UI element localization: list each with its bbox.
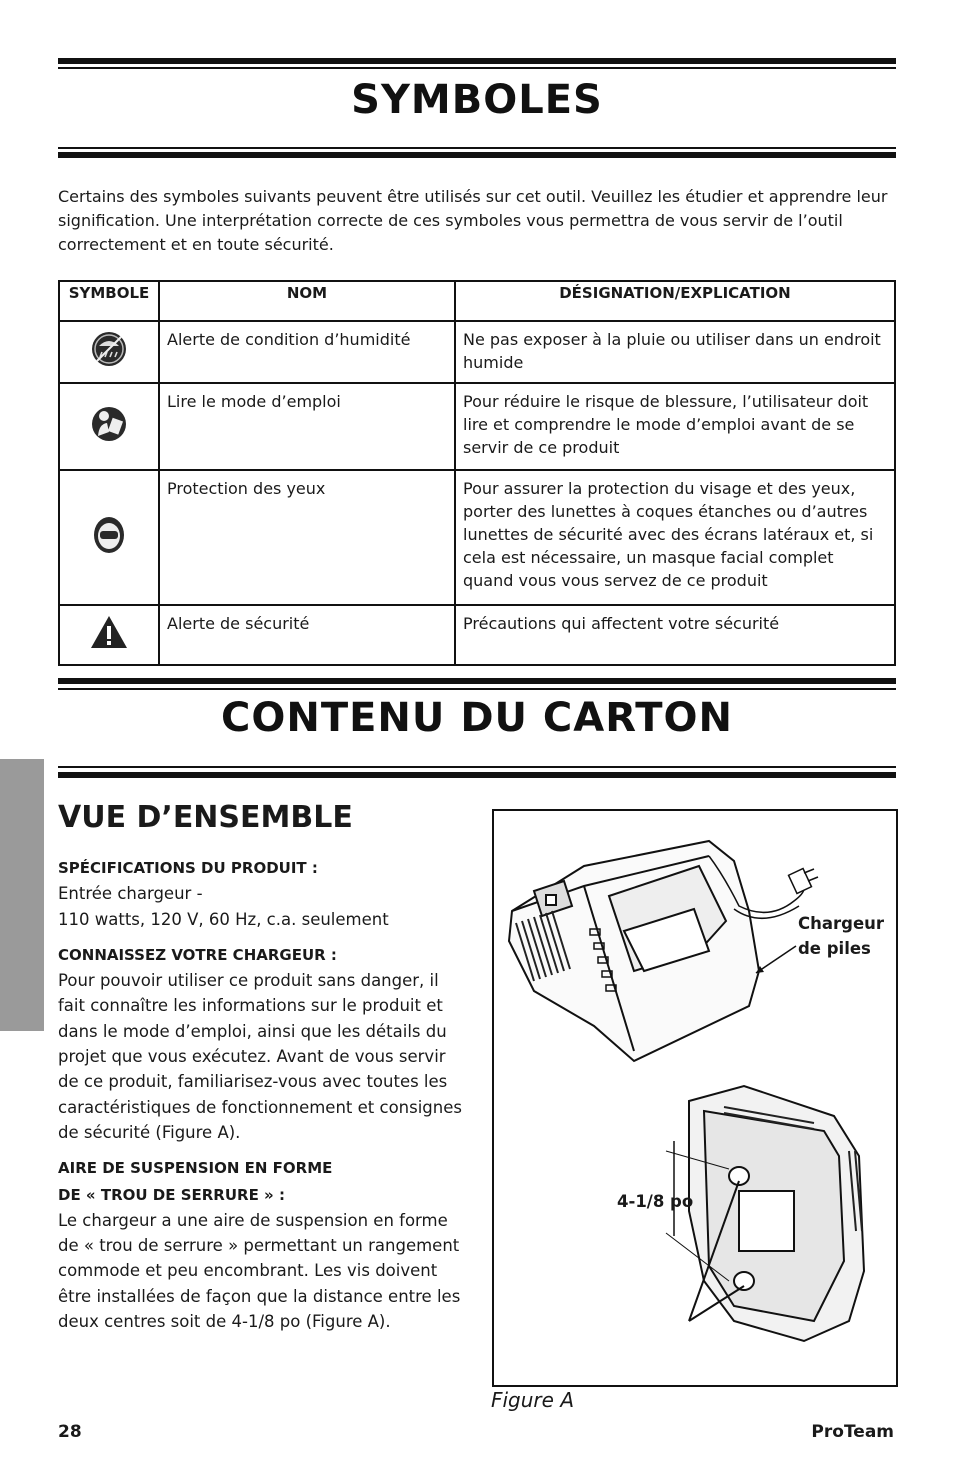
figure-caption: Figure A [491,1388,574,1412]
row-name: Lire le mode d’emploi [159,383,455,470]
symbol-cell [59,383,159,470]
contenu-rule-thin-bottom [58,766,896,768]
eye-protection-icon [91,514,127,556]
know-heading: CONNAISSEZ VOTRE CHARGEUR : [58,945,337,964]
symbol-cell [59,605,159,665]
table-row [59,605,895,665]
table-row [59,383,895,470]
top-rule-thick [58,58,896,64]
table-header-row [59,281,895,321]
symboles-rule-thick [58,152,896,158]
overview-text [58,855,468,1344]
symboles-title: SYMBOLES [351,77,603,123]
symbol-cell [59,470,159,605]
row-desc: Précautions qui affectent votre sécurité [455,605,895,665]
row-name: Alerte de sécurité [159,605,455,665]
keyhole-heading-2: DE « TROU DE SERRURE » : [58,1185,285,1204]
know-block [58,942,468,1145]
spec-line-2: 110 watts, 120 V, 60 Hz, c.a. seulement [58,909,389,929]
symbols-table [58,280,896,666]
row-desc: Pour assurer la protection du visage et des yeux, porter des lunettes à coques étanches ou d’autres lunettes de sécurité avec des écrans latéraux et, si cela est nécessaire, un masque facial complet quand vous vous servez de ce produit [455,470,895,605]
row-desc: Ne pas exposer à la pluie ou utiliser dans un endroit humide [455,321,895,383]
header-nom: NOM [159,281,455,321]
charger-label-line-2: de piles [798,939,871,958]
contenu-rule-thick-top [58,678,896,684]
spec-block [58,855,468,932]
header-symbole: SYMBOLE [59,281,159,321]
spec-line-1: Entrée chargeur - [58,884,203,904]
top-rule-thin [58,67,896,69]
keyhole-heading-1: AIRE DE SUSPENSION EN FORME [58,1159,333,1178]
symbol-cell [59,321,159,383]
contenu-title: CONTENU DU CARTON [220,695,734,741]
wet-conditions-icon [89,328,129,370]
keyhole-block [58,1155,468,1334]
charger-top-illustration [494,811,896,1385]
charger-label-line-1: Chargeur [798,914,885,933]
contenu-rule-thick-bottom [58,772,896,778]
symboles-rule-thin [58,147,896,149]
brand-name: ProTeam [811,1422,894,1442]
charger-label [798,911,884,961]
know-text: Pour pouvoir utiliser ce produit sans danger, il fait connaître les informations sur le produit et dans le mode d’emploi, ainsi que les détails du projet que vous exécutez. Avant de vous servir de ce produit, familiarisez-vous avec toutes les caractéristiques de fonctionnement et consignes de sécurité (Figure A). [58,971,462,1142]
row-desc: Pour réduire le risque de blessure, l’utilisateur doit lire et comprendre le mode d’emploi avant de se servir de ce produit [455,383,895,470]
table-row [59,470,895,605]
table-row [59,321,895,383]
section-subtitle: VUE D’ENSEMBLE [58,800,353,835]
distance-label: 4-1/8 po [617,1192,694,1211]
row-name: Protection des yeux [159,470,455,605]
spec-heading: SPÉCIFICATIONS DU PRODUIT : [58,859,318,877]
page-number: 28 [58,1422,82,1442]
side-tab [0,759,44,1031]
row-name: Alerte de condition d’humidité [159,321,455,383]
contenu-rule-thin-top [58,688,896,690]
read-manual-icon [89,402,129,446]
symboles-intro: Certains des symboles suivants peuvent être utilisés sur cet outil. Veuillez les étudier et apprendre leur signification. Une interprétation correcte de ces symboles vous permettra de vous servir de l’outil correctement et en toute sécurité. [58,187,888,254]
keyhole-text: Le chargeur a une aire de suspension en forme de « trou de serrure » permettant un rangement commode et peu encombrant. Les vis doivent être installées de façon que la distance entre les deux centres soit de 4-1/8 po (Figure A). [58,1210,461,1332]
figure-a-box [492,809,898,1387]
header-designation: DÉSIGNATION/EXPLICATION [455,281,895,321]
safety-alert-icon [89,614,129,650]
